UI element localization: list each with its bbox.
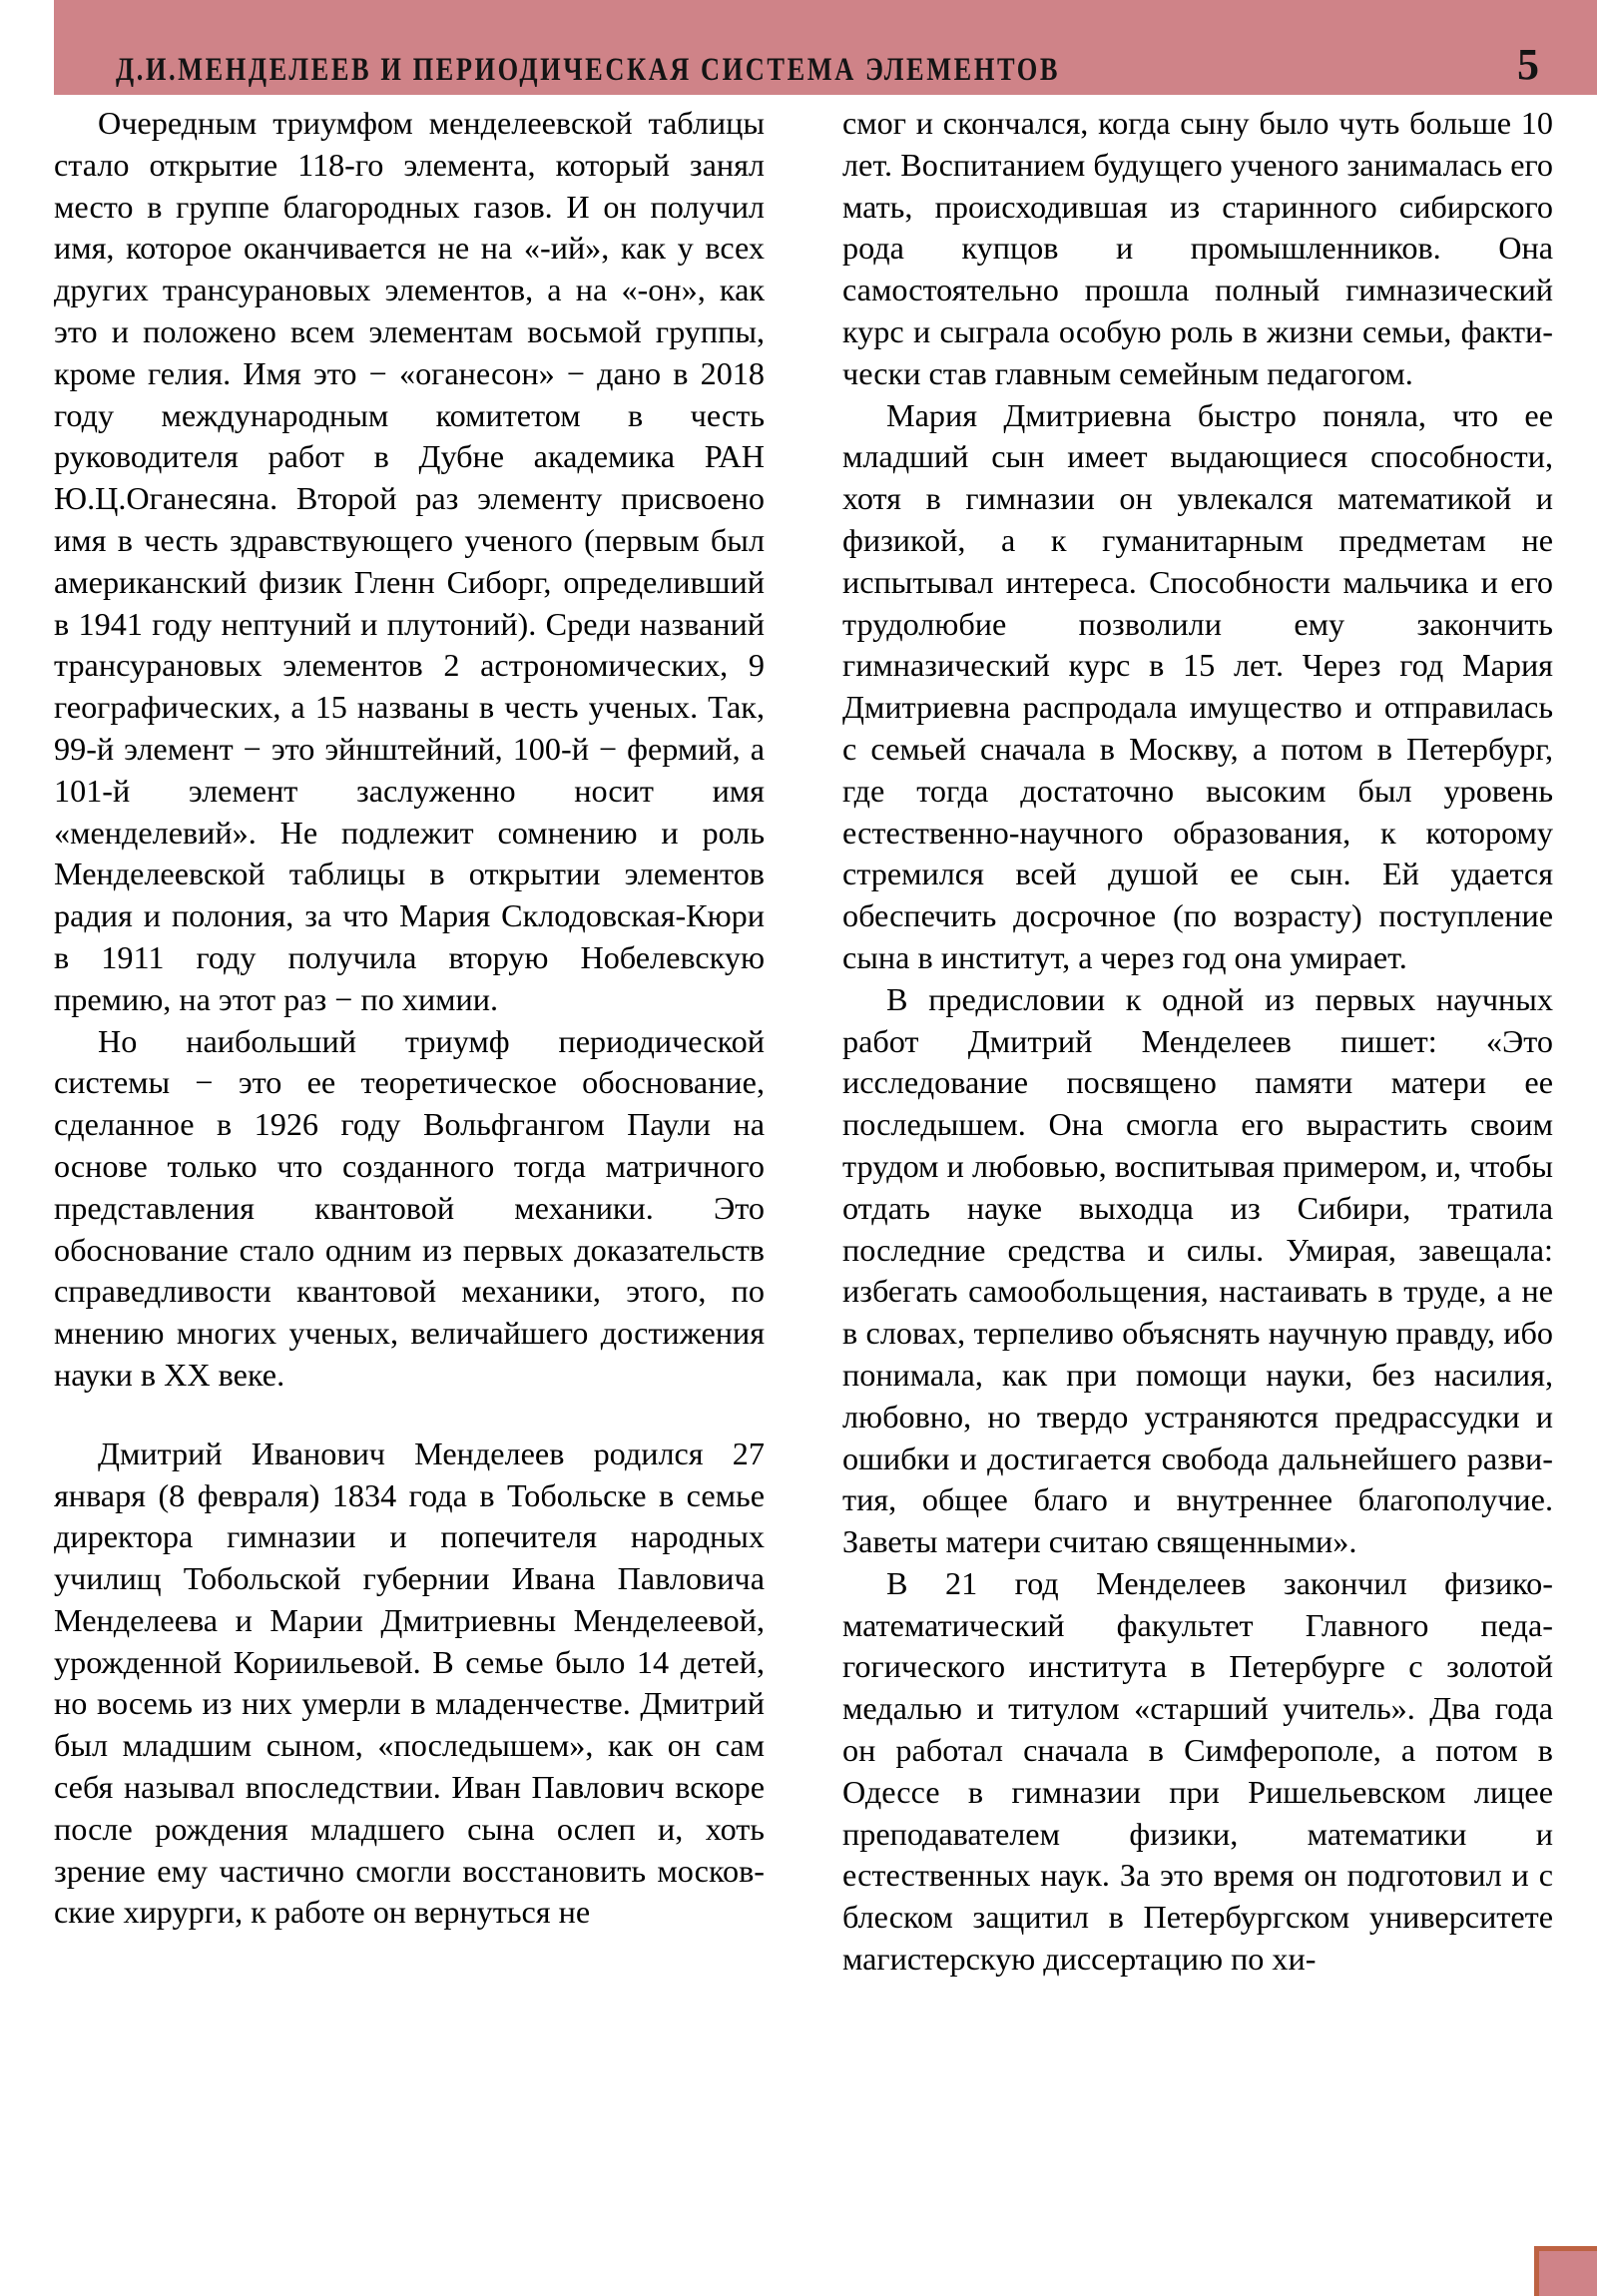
page-title: Д.И.МЕНДЕЛЕЕВ И ПЕРИОДИЧЕСКАЯ СИСТЕМА ЭЛЕМЕНТОВ [116,52,1061,88]
paragraph: Дмитрий Иванович Менделеев родился 27 января (8 февраля) 1834 года в Тобольске в семье директора гимназии и попечителя народных училищ Тобольской губернии Ивана Павловича Менделеева и Марии Дмитриевны Менделеевой, урожденной Кориильевой. В семье было 14 детей, но восемь из них умерли в младенчестве. Дмитрий был младшим сыном, «последышем», как он сам себя называл впоследствии. Иван Павлович вскоре после рождения младшего сына ослеп и, хоть зрение ему частично смогли восстановить московские хирурги, к работе он вернуться не [54,1435,765,1931]
paragraph: смог и скончался, когда сыну было чуть больше 10 лет. Воспитанием будущего ученого занималась его мать, происходившая из старинного сибирского рода купцов и промышленников. Она самостоятельно прошла полный гимназический курс и сыграла особую роль в жизни семьи, фактически став главным семейным педагогом. [842,105,1553,391]
paragraph: Очередным триумфом менделеевской таблицы стало открытие 118-го элемента, который занял место в группе благородных газов. И он получил имя, которое оканчивается не на «-ий», как у всех других трансурановых элементов, а на «-он», как это и положено всем элементам восьмой группы, кроме гелия. Имя это − «оганесон» − дано в 2018 году международным комитетом в честь руководителя работ в Дубне академика РАН Ю.Ц.Оганесяна. Второй раз элементу присвоено имя в честь здравствующего ученого (первым был американский физик Гленн Сиборг, определивший в 1941 году нептуний и плутоний). Среди названий трансурановых элементов 2 астрономических, 9 географических, а 15 названы в честь ученых. Так, 99-й элемент − это эйнштейний, 100-й − фермий, а 101-й элемент заслуженно носит имя «менделевий». Не подлежит сомнению и роль Менделеевской таблицы в открытии элементов радия и полония, за что Мария Склодовская-Кюри в 1911 году получила вторую Нобелевскую премию, на этот раз − по химии. [54,105,765,1017]
running-header-band [54,0,1597,95]
right-column [842,103,1553,2296]
body-columns [54,103,1557,2296]
paragraph: Мария Дмитриевна быстро поняла, что ее младший сын имеет выдающиеся способности, хотя в гимназии он увлекался математикой и физикой, а к гуманитарным предметам не испытывал интереса. Способности мальчика и его трудолюбие позволили ему закончить гимназический курс в 15 лет. Через год Мария Дмитриевна распродала имущество и отправилась с семьей сначала в Москву, а потом в Петербург, где тогда достаточно высоким был уровень естественно-научного образования, к которому стремился всей душой ее сын. Ей удается обеспечить досрочное (по возрасту) поступление сына в институт, а через год она умирает. [842,396,1553,975]
paragraph: В 21 год Менделеев закончил физико-математический факультет Главного педагогического института в Петербурге с золотой медалью и титулом «старший учитель». Два года он работал сначала в Симферополе, а потом в Одессе в гимназии при Ришельевском лицее преподавателем физики, математики и естественных наук. За это время он подготовил и с блеском защитил в Петербургском университете магистерскую диссертацию по хи- [842,1564,1553,1978]
running-header-content [54,35,1597,87]
page-number: 5 [1517,40,1539,89]
paragraph: Но наибольший триумф периодической системы − это ее теоретическое обоснование, сделанное в 1926 году Вольфгангом Паули на основе только что созданного тогда матричного представления квантовой механики. Это обоснование стало одним из первых доказательств справедливости квантовой механики, этого, по мнению многих ученых, величайшего достижения науки в XX веке. [54,1022,765,1393]
left-column [54,103,765,2296]
corner-marker [1534,2246,1597,2296]
paragraph: В предисловии к одной из первых научных работ Дмитрий Менделеев пишет: «Это исследование посвящено памяти матери ее последышем. Она смогла его вырастить своим трудом и любовью, воспитывая примером, и, чтобы отдать науке выходца из Сибири, тратила последние средства и силы. Умирая, завещала: избегать самообольщения, настаивать в труде, а не в словах, терпеливо объяснять научную правду, ибо понимала, как при помощи науки, без насилия, любовно, но твердо устраняются предрассудки и ошибки и достигается свобода дальнейшего развития, общее благо и внутреннее благополучие. Заветы матери считаю священными». [842,980,1553,1560]
